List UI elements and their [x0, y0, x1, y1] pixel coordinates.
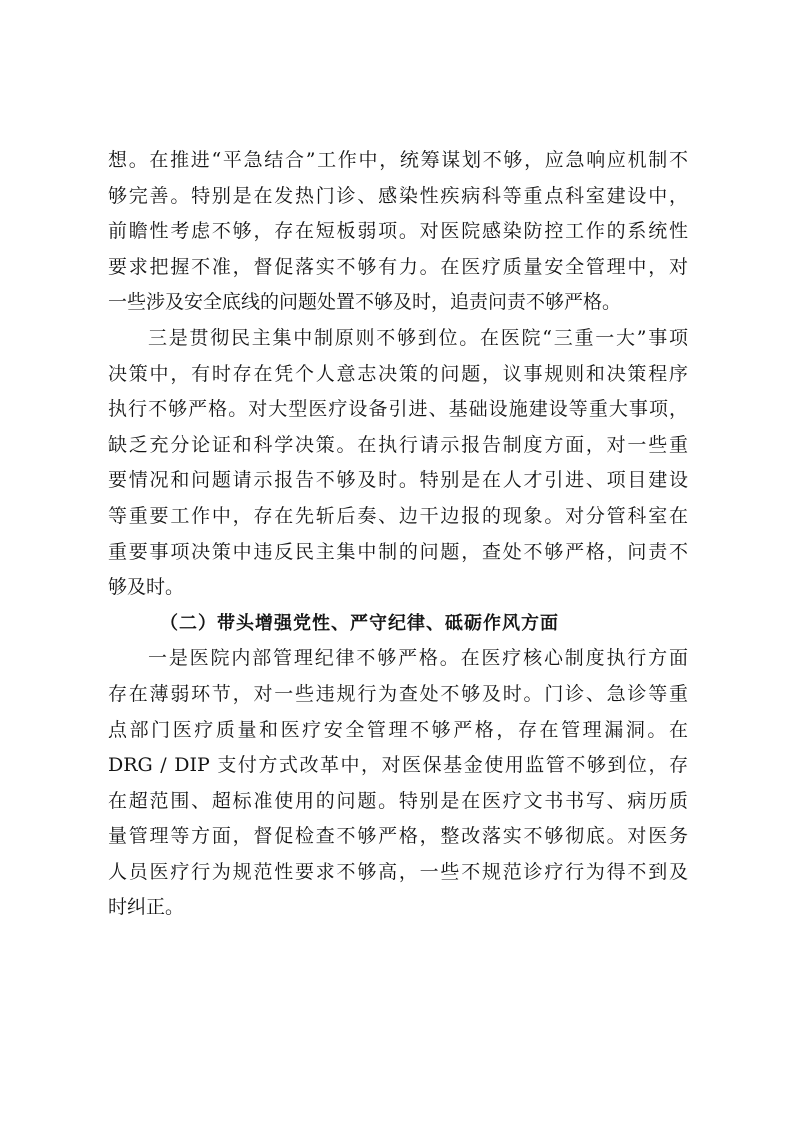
text-line: 一些涉及安全底线的问题处置不够及时，追责问责不够严格。	[108, 291, 622, 314]
text-line: 决策中，有时存在凭个人意志决策的问题，议事规则和决策程序	[108, 362, 688, 385]
text-line: 在超范围、超标准使用的问题。特别是在医疗文书书写、病历质	[108, 789, 688, 812]
text-line: 三是贯彻民主集中制原则不够到位。在医院“三重一大”事项	[148, 326, 688, 349]
text-line: 够及时。	[108, 576, 185, 599]
text-line: 够完善。特别是在发热门诊、感染性疾病科等重点科室建设中，	[108, 184, 688, 207]
text-line: 要情况和问题请示报告不够及时。特别是在人才引进、项目建设	[108, 469, 688, 492]
paragraph	[108, 321, 688, 606]
text-line: 点部门医疗质量和医疗安全管理不够严格，存在管理漏洞。在	[108, 718, 688, 741]
text-line: 前瞻性考虑不够，存在短板弱项。对医院感染防控工作的系统性	[108, 220, 688, 243]
text-line: 量管理等方面，督促检查不够严格，整改落实不够彻底。对医务	[108, 825, 688, 848]
text-line: 存在薄弱环节，对一些违规行为查处不够及时。门诊、急诊等重	[108, 682, 688, 705]
text-line: DRG / DIP 支付方式改革中，对医保基金使用监管不够到位，存	[108, 754, 688, 777]
paragraph	[108, 641, 688, 926]
text-line: 时纠正。	[108, 896, 185, 919]
text-line: 缺乏充分论证和科学决策。在执行请示报告制度方面，对一些重	[108, 433, 688, 456]
text-line: 执行不够严格。对大型医疗设备引进、基础设施建设等重大事项，	[108, 398, 688, 421]
document-body	[108, 143, 688, 926]
text-line: 一是医院内部管理纪律不够严格。在医疗核心制度执行方面	[148, 647, 688, 670]
text-line: 重要事项决策中违反民主集中制的问题，查处不够严格，问责不	[108, 540, 688, 563]
text-line: 人员医疗行为规范性要求不够高，一些不规范诊疗行为得不到及	[108, 860, 688, 883]
section-heading: （二）带头增强党性、严守纪律、砥砺作风方面	[160, 612, 559, 634]
paragraph	[108, 143, 688, 321]
text-line: 等重要工作中，存在先斩后奏、边干边报的现象。对分管科室在	[108, 504, 688, 527]
text-line: 想。在推进“平急结合”工作中，统筹谋划不够，应急响应机制不	[108, 149, 688, 171]
text-line: 要求把握不准，督促落实不够有力。在医疗质量安全管理中，对	[108, 255, 688, 278]
